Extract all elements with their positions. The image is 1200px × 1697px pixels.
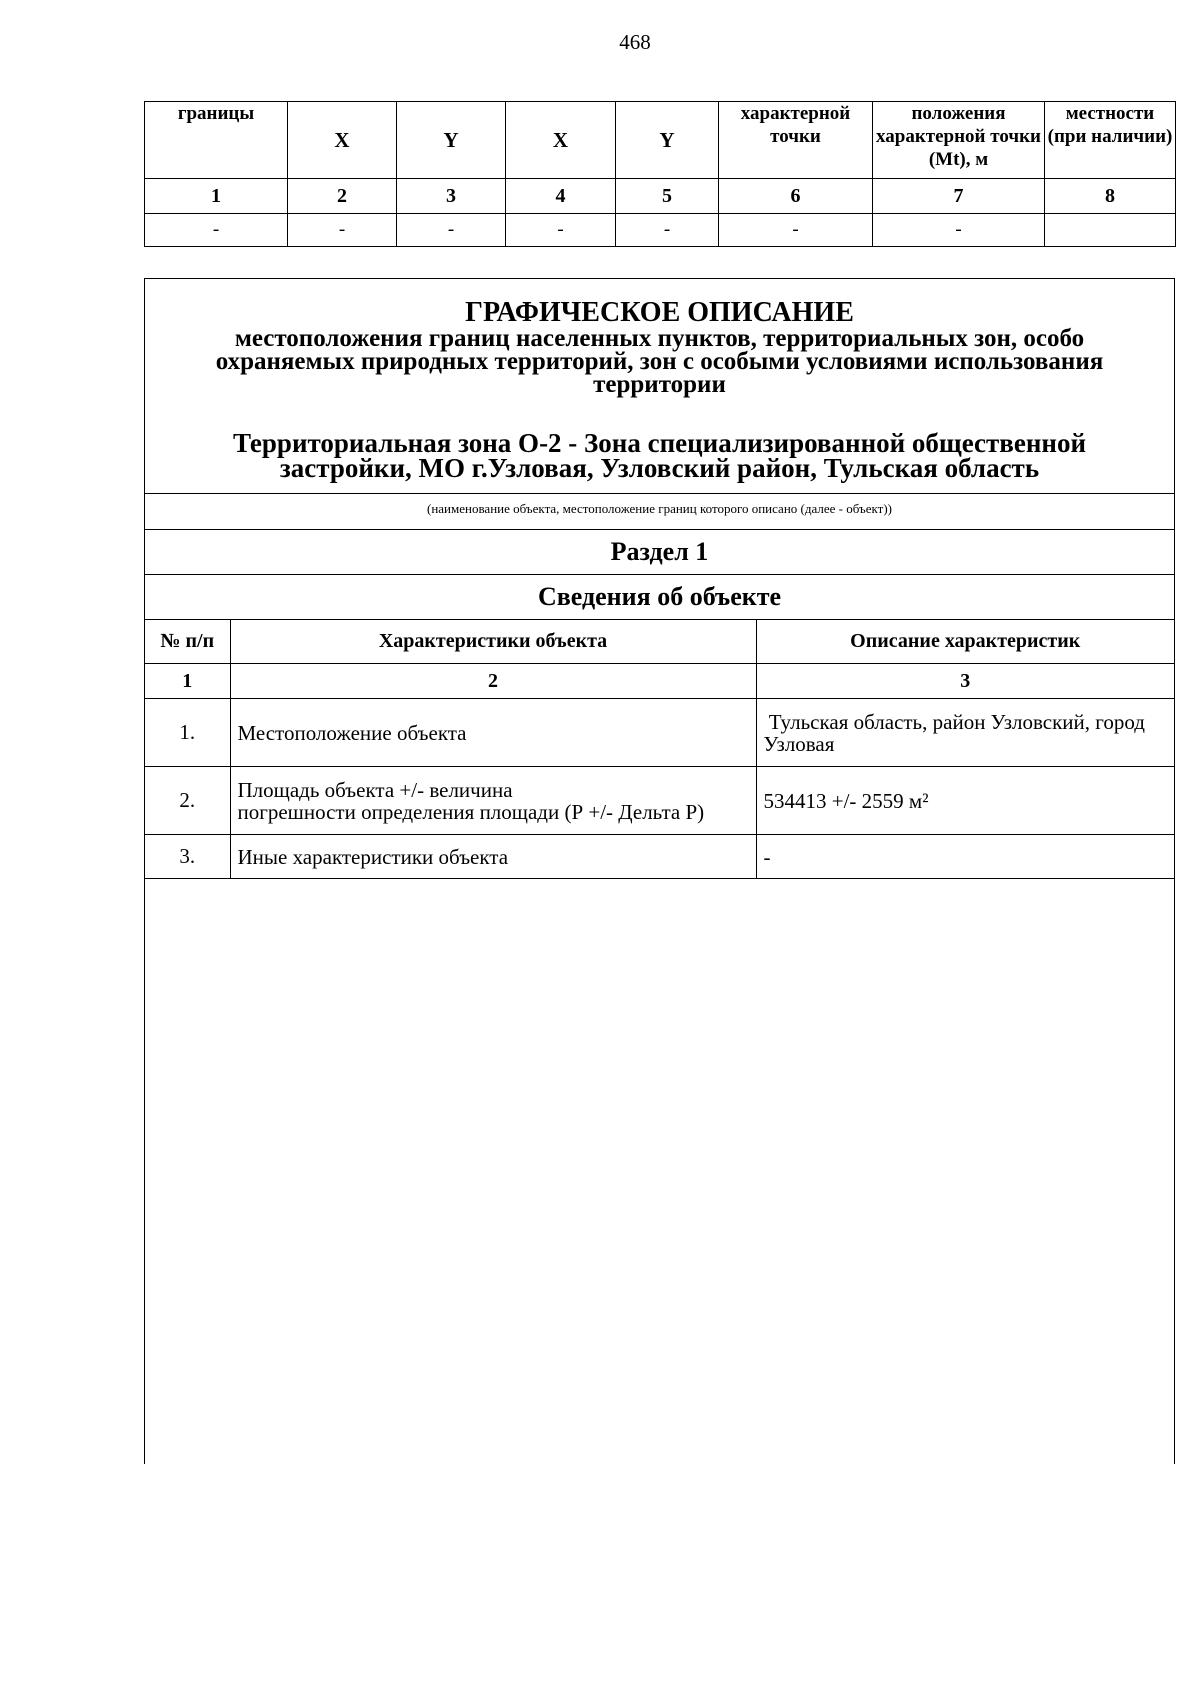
- table-cell: -: [719, 214, 873, 247]
- col-number: 2: [230, 664, 756, 699]
- col-number: 3: [756, 664, 1174, 699]
- object-name-line: застройки, МО г.Узловая, Узловский район, Тульская область: [279, 453, 1040, 483]
- row-number: 3.: [145, 835, 230, 879]
- table-cell: -: [616, 214, 719, 247]
- row-characteristic: [230, 835, 756, 879]
- header-row-number: № п/п: [145, 620, 230, 664]
- header-accuracy: положения характерной точки (Mt), м: [873, 102, 1045, 179]
- table-row: [145, 835, 1174, 879]
- object-name: [145, 428, 1174, 483]
- col-number: 5: [616, 179, 719, 214]
- description-line: Узловая: [763, 731, 835, 756]
- document-subtitle: [145, 327, 1174, 396]
- description-line: 534413 +/- 2559 м²: [763, 788, 929, 813]
- header-x-1: X: [288, 102, 397, 179]
- header-y-2: Y: [616, 102, 719, 179]
- characteristic-line: погрешности определения площади (Р +/- Дельта Р): [237, 799, 705, 824]
- description-line: Тульская область, район Узловский, город: [763, 709, 1145, 734]
- subtitle-line: территории: [593, 371, 726, 398]
- col-number: 1: [145, 664, 230, 699]
- col-number: 3: [397, 179, 506, 214]
- page-number: 468: [619, 30, 651, 54]
- row-characteristic: [230, 767, 756, 835]
- description-line: -: [763, 844, 771, 869]
- graphic-description-frame: [144, 278, 1175, 1464]
- object-note: (наименование объекта, местоположение границ которого описано (далее - объект)): [145, 494, 1174, 530]
- table-row: [145, 699, 1174, 767]
- col-number: 8: [1045, 179, 1176, 214]
- row-description: [756, 767, 1174, 835]
- table-row: [145, 767, 1174, 835]
- table-cell: -: [397, 214, 506, 247]
- section-label: Раздел 1: [145, 530, 1174, 575]
- table-cell: -: [145, 214, 288, 247]
- header-point-method: характерной точки: [719, 102, 873, 179]
- row-number: 1.: [145, 699, 230, 767]
- table-cell: -: [288, 214, 397, 247]
- header-terrain: местности (при наличии): [1045, 102, 1176, 179]
- characteristic-line: Местоположение объекта: [237, 720, 467, 745]
- row-description: [756, 699, 1174, 767]
- col-number: 4: [506, 179, 616, 214]
- table-cell: [1045, 214, 1176, 247]
- table-cell: -: [873, 214, 1045, 247]
- coordinates-table-continuation: [144, 101, 1176, 247]
- document-title: ГРАФИЧЕСКОЕ ОПИСАНИЕ: [465, 297, 854, 328]
- object-name-line: Территориальная зона О-2 - Зона специализированной общественной: [232, 428, 1087, 458]
- characteristic-line: Площадь объекта +/- величина: [237, 777, 513, 802]
- title-block: [145, 279, 1174, 494]
- section-heading: Сведения об объекте: [145, 575, 1174, 620]
- header-description: Описание характеристик: [756, 620, 1174, 664]
- subtitle-line: местоположения границ населенных пунктов, территориальных зон, особо: [234, 325, 1085, 352]
- header-x-2: X: [506, 102, 616, 179]
- col-number: 6: [719, 179, 873, 214]
- header-characteristic: Характеристики объекта: [230, 620, 756, 664]
- characteristic-line: Иные характеристики объекта: [237, 844, 509, 869]
- header-y-1: Y: [397, 102, 506, 179]
- header-boundary: границы: [145, 102, 288, 179]
- row-characteristic: [230, 699, 756, 767]
- col-number: 1: [145, 179, 288, 214]
- object-info-table: [145, 620, 1174, 879]
- subtitle-line: охраняемых природных территорий, зон с особыми условиями использования: [215, 348, 1104, 375]
- row-description: [756, 835, 1174, 879]
- col-number: 2: [288, 179, 397, 214]
- row-number: 2.: [145, 767, 230, 835]
- col-number: 7: [873, 179, 1045, 214]
- table-cell: -: [506, 214, 616, 247]
